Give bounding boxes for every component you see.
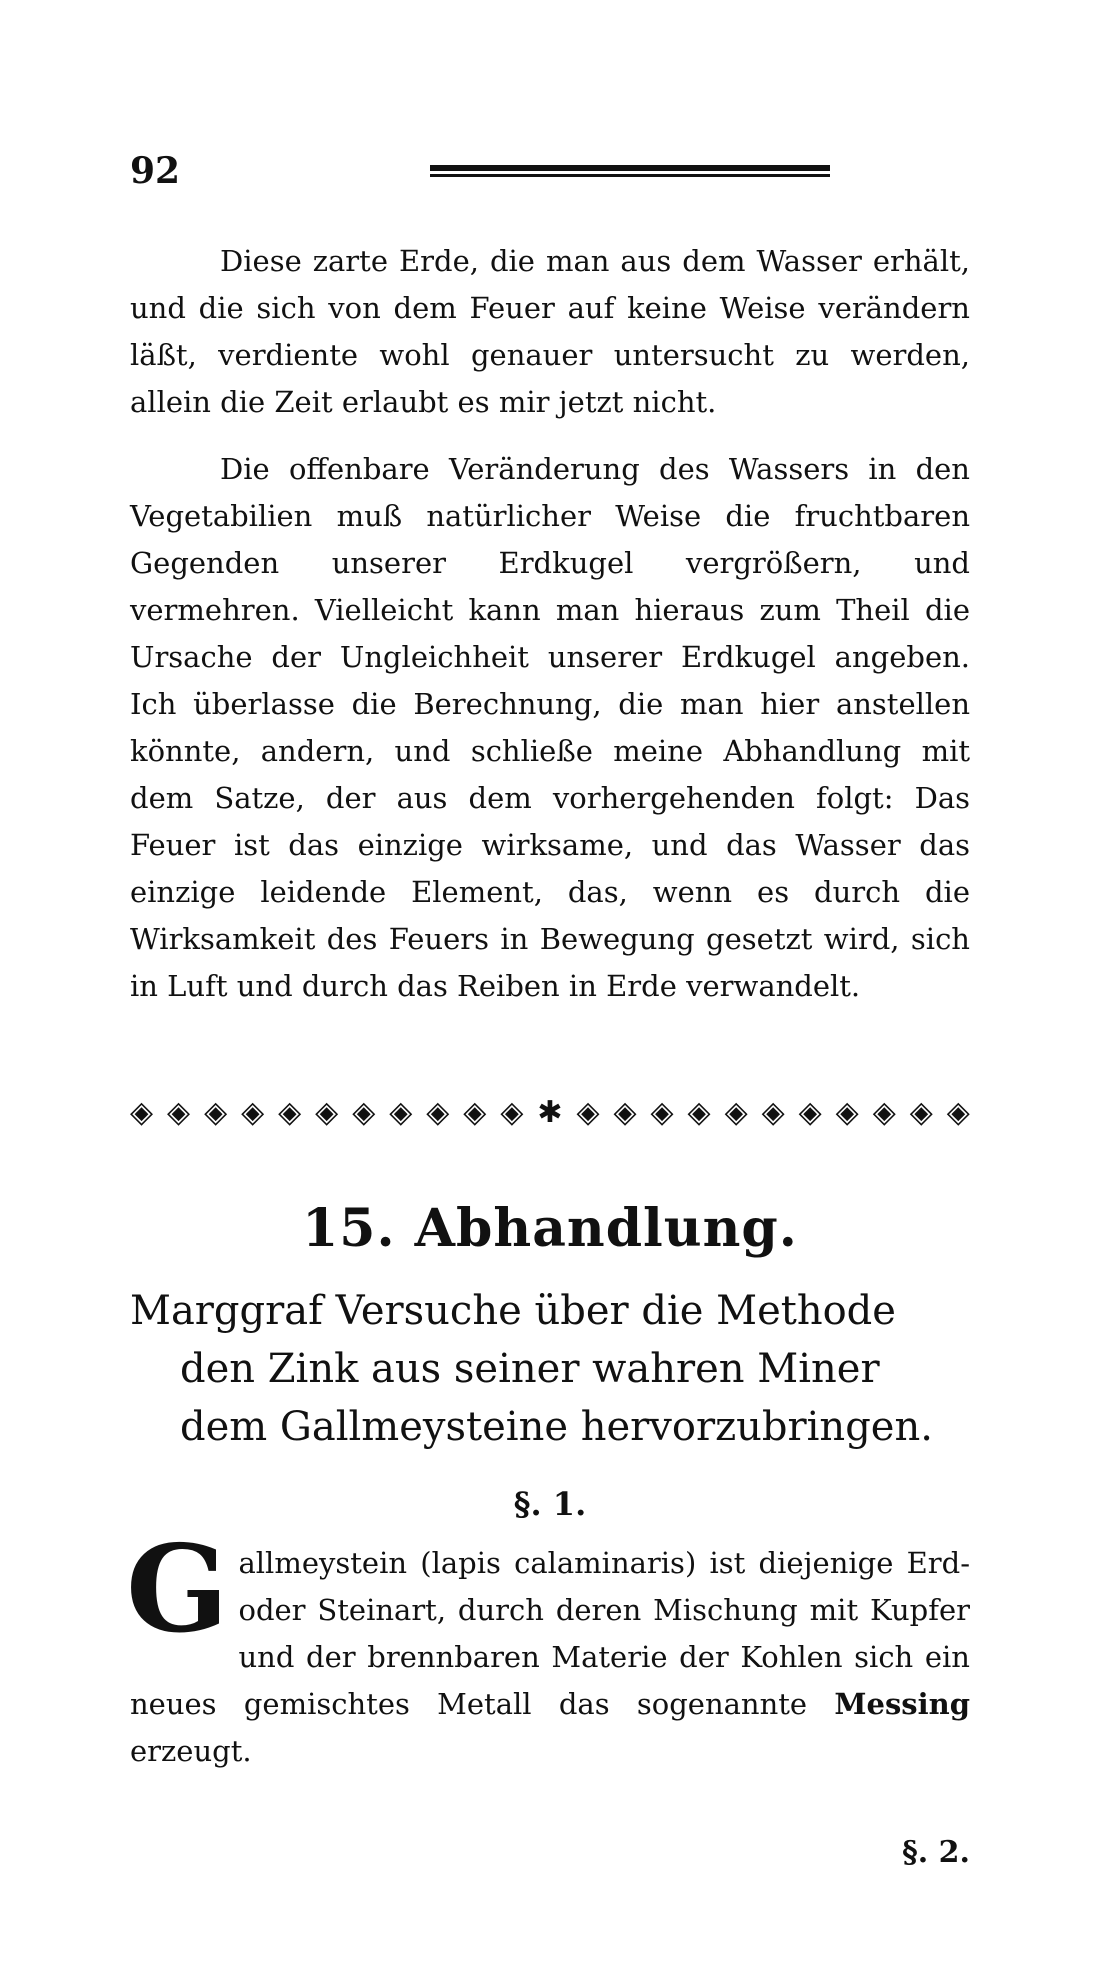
paragraph-3-text-a: allmeystein (lapis calaminaris) ist diejenige Erd- oder Steinart, durch deren Mischung mit Kupfer und der brennbaren Materie der Kohlen sich ein neues gemischtes Metall das sogenannte (130, 1546, 970, 1721)
paragraph-1: Diese zarte Erde, die man aus dem Wasser erhält, und die sich von dem Feuer auf keine Weise verändern läßt, verdiente wohl genauer untersucht zu werden, allein die Zeit erlaubt es mir jetzt nicht. (130, 244, 970, 419)
chapter-title: 15. Abhandlung. (302, 1198, 798, 1259)
section-heading: §. 1. (513, 1485, 587, 1523)
header-rule (430, 165, 830, 179)
term-messing: Messing (834, 1687, 970, 1721)
paragraph-2: Die offenbare Veränderung des Wassers in den Vegetabilien muß natürlicher Weise die fruchtbaren Gegenden unserer Erdkugel vergrößern, und vermehren. Vielleicht kann man hieraus zum Theil die Ursache der Ungleichheit unserer Erdkugel angeben. Ich überlasse die Berechnung, die man hier anstellen könnte, andern, und schließe meine Abhandlung mit dem Satze, der aus dem vorhergehenden folgt: Das Feuer ist das einzige wirksame, und das Wasser das einzige leidende Element, das, wenn es durch die Wirksamkeit des Feuers in Bewegung gesetzt wird, sich in Luft und durch das Reiben in Erde verwandelt. (130, 452, 970, 1003)
chapter-subtitle: Marggraf Versuche über die Methode den Zink aus seiner wahren Miner dem Gallmeysteine hervorzubringen. (130, 1288, 933, 1450)
page-number: 92 (130, 150, 181, 192)
drop-cap: G (126, 1519, 229, 1660)
page-header (130, 150, 970, 200)
paragraph-3-text-b: erzeugt. (130, 1734, 252, 1768)
decorative-ornament-row: ◈ ◈ ◈ ◈ ◈ ◈ ◈ ◈ ◈ ◈ ◈ ✱ ◈ ◈ ◈ ◈ ◈ ◈ ◈ ◈ ◈ ◈ ◈ (130, 1095, 970, 1130)
paragraph-3 (126, 1519, 970, 1775)
catchword: §. 2. (902, 1835, 970, 1870)
